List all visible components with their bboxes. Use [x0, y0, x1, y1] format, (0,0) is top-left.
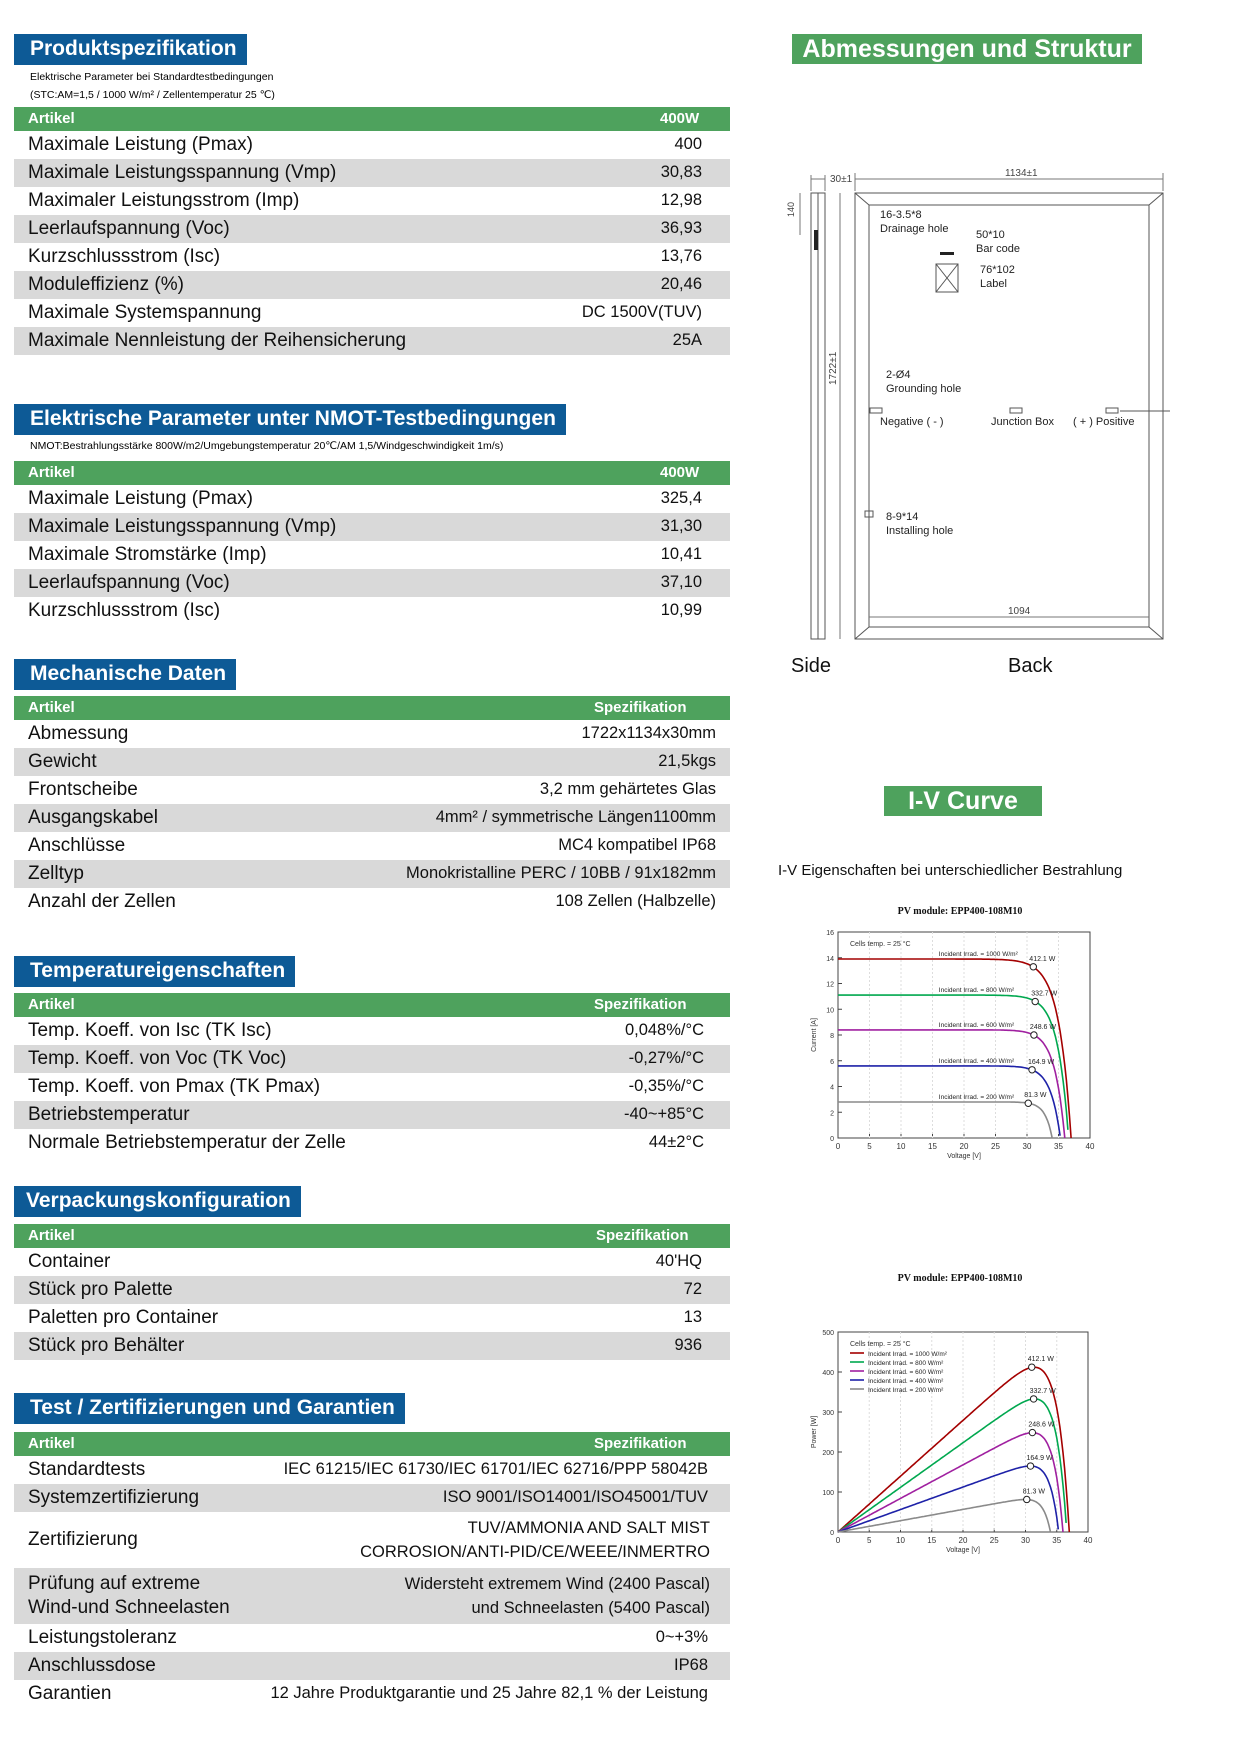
- table-row: [14, 804, 730, 832]
- x-tick-label: 35: [1052, 1536, 1062, 1545]
- row-value: 12 Jahre Produktgarantie und 25 Jahre 82,1 % der Leistung: [270, 1684, 708, 1702]
- row-label: Leerlaufspannung (Voc): [28, 572, 230, 593]
- table-row: [14, 1624, 730, 1652]
- mpp-power-label: 164.9 W: [1026, 1455, 1053, 1463]
- x-tick-label: 10: [896, 1536, 905, 1545]
- table-row: [14, 1568, 730, 1624]
- x-tick-label: 20: [959, 1142, 969, 1151]
- row-label-line: Prüfung auf extreme: [28, 1573, 201, 1594]
- mpp-power-label: 332.7 W: [1031, 990, 1058, 998]
- mechanical-table: [14, 696, 730, 916]
- row-label: Standardtests: [28, 1459, 146, 1480]
- negative-label: Negative ( - ): [880, 416, 944, 428]
- row-value: 108 Zellen (Halbzelle): [555, 892, 716, 910]
- dim-width-label: 1134±1: [1005, 168, 1038, 179]
- legend-entry: Incident Irrad. = 200 W/m²: [868, 1387, 944, 1394]
- row-label: [28, 1572, 230, 1620]
- table-row: [14, 776, 730, 804]
- dim-140-label: 140: [786, 201, 796, 217]
- row-value: 12,98: [660, 191, 702, 209]
- row-value: Monokristalline PERC / 10BB / 91x182mm: [406, 864, 716, 882]
- section-title-temperature: Temperatureigenschaften: [14, 956, 295, 987]
- row-label: Betriebstemperatur: [28, 1104, 190, 1125]
- y-tick-label: 400: [822, 1370, 834, 1377]
- x-tick-label: 40: [1083, 1536, 1093, 1545]
- back-caption: Back: [1008, 655, 1053, 677]
- table-row: [14, 159, 730, 187]
- row-value: 4mm² / symmetrische Längen1100mm: [435, 808, 716, 826]
- row-label: Maximaler Leistungsstrom (Imp): [28, 190, 300, 211]
- row-value: 325,4: [660, 489, 702, 507]
- row-label: Maximale Nennleistung der Reihensicherung: [28, 330, 407, 351]
- row-label: Kurzschlussstrom (Isc): [28, 600, 221, 621]
- row-value: 36,93: [660, 219, 702, 237]
- row-label-line: Wind-und Schneelasten: [28, 1597, 230, 1618]
- header-spezifikation: Spezifikation: [594, 996, 687, 1013]
- row-value-line: CORROSION/ANTI-PID/CE/WEEE/INMERTRO: [360, 1543, 710, 1561]
- table-row: [14, 569, 730, 597]
- table-row: [14, 1073, 730, 1101]
- legend-entry: Incident Irrad. = 400 W/m²: [868, 1378, 944, 1385]
- x-tick-label: 40: [1085, 1142, 1095, 1151]
- table-row: [14, 1101, 730, 1129]
- pv-chart-title: PV module: EPP400-108M10: [897, 1273, 1023, 1284]
- table-row: [14, 832, 730, 860]
- mpp-power-label: 332.7 W: [1029, 1387, 1056, 1395]
- mpp-power-label: 164.9 W: [1028, 1058, 1055, 1066]
- row-label: Maximale Leistung (Pmax): [28, 134, 253, 155]
- section-title-packaging: Verpackungskonfiguration: [14, 1186, 301, 1217]
- x-tick-label: 25: [989, 1536, 999, 1545]
- row-value: 40'HQ: [655, 1252, 702, 1270]
- row-value: 20,46: [660, 275, 702, 293]
- table-row: [14, 748, 730, 776]
- mpp-power-label: 81.3 W: [1022, 1488, 1045, 1496]
- drainage-hole-size: 16-3.5*8: [880, 209, 922, 221]
- module-dimension-drawing: [780, 155, 1220, 655]
- y-tick-label: 10: [826, 1007, 834, 1015]
- installing-hole-label: Installing hole: [886, 525, 954, 537]
- x-axis-label: Voltage [V]: [947, 1153, 981, 1160]
- row-value: DC 1500V(TUV): [581, 303, 702, 321]
- table-row: [14, 1456, 730, 1484]
- table-row: [14, 1680, 730, 1708]
- mpp-power-label: 248.6 W: [1029, 1024, 1057, 1031]
- mpp-point-4: [1027, 1463, 1033, 1469]
- side-caption: Side: [791, 655, 832, 677]
- row-value: 30,83: [660, 163, 702, 181]
- y-axis-label: Current [A]: [811, 1018, 818, 1052]
- row-label: Normale Betriebstemperatur der Zelle: [28, 1132, 346, 1153]
- row-label: Maximale Systemspannung: [28, 302, 262, 323]
- row-value: 10,99: [660, 601, 702, 619]
- series-label: Incident Irrad. = 1000 W/m²: [938, 951, 1018, 959]
- x-axis-label: Voltage [V]: [946, 1547, 980, 1554]
- row-label: Maximale Stromstärke (Imp): [28, 544, 267, 565]
- row-label: Abmessung: [28, 723, 129, 744]
- row-value: 936: [674, 1336, 702, 1354]
- bar-code-label: Bar code: [976, 243, 1021, 255]
- row-label: Temp. Koeff. von Isc (TK Isc): [28, 1020, 272, 1041]
- row-label: Paletten pro Container: [28, 1307, 219, 1328]
- table-row: [14, 187, 730, 215]
- plot-area: [838, 932, 1090, 1138]
- mpp-point-5: [1024, 1496, 1030, 1502]
- table-row: [14, 1332, 730, 1360]
- row-value: 13,76: [660, 247, 702, 265]
- nmot-table: [14, 461, 730, 625]
- series-label: Incident Irrad. = 600 W/m²: [938, 1021, 1015, 1029]
- row-label: Maximale Leistung (Pmax): [28, 488, 253, 509]
- y-tick-label: 0: [830, 1530, 834, 1537]
- header-spezifikation: Spezifikation: [594, 699, 687, 716]
- cells-temp-annotation: Cells temp. = 25 °C: [850, 941, 911, 948]
- legend-entry: Incident Irrad. = 1000 W/m²: [868, 1351, 947, 1358]
- certification-table: [14, 1432, 730, 1708]
- mpp-power-label: 248.6 W: [1028, 1421, 1055, 1429]
- row-label: Stück pro Behälter: [28, 1335, 185, 1356]
- x-tick-label: 0: [835, 1536, 841, 1545]
- table-row: [14, 485, 730, 513]
- table-header: [14, 107, 730, 131]
- row-value: 72: [683, 1280, 702, 1298]
- row-value: ISO 9001/ISO14001/ISO45001/TUV: [442, 1488, 708, 1506]
- dim-1094-label: 1094: [1008, 606, 1031, 617]
- table-row: [14, 513, 730, 541]
- row-label: Garantien: [28, 1683, 112, 1704]
- stc-note-1: Elektrische Parameter bei Standardtestbedingungen: [30, 71, 274, 83]
- x-tick-label: 5: [867, 1536, 872, 1545]
- y-tick-label: 100: [822, 1490, 834, 1497]
- label-size: 76*102: [980, 264, 1015, 276]
- row-label: Moduleffizienz (%): [28, 274, 184, 295]
- row-label: Systemzertifizierung: [28, 1487, 200, 1508]
- label-label: Label: [980, 278, 1007, 290]
- mpp-point-3: [1029, 1429, 1035, 1435]
- row-label: Anzahl der Zellen: [28, 891, 176, 912]
- table-header: [14, 696, 730, 720]
- y-tick-label: 6: [830, 1058, 834, 1066]
- dim-frame-label: 30±1: [830, 174, 853, 185]
- y-tick-label: 12: [826, 981, 834, 989]
- x-tick-label: 5: [867, 1142, 872, 1151]
- row-label: Maximale Leistungsspannung (Vmp): [28, 162, 337, 183]
- iv-chart-title: PV module: EPP400-108M10: [897, 906, 1023, 917]
- header-artikel: Artikel: [28, 1227, 75, 1244]
- row-label: Container: [28, 1251, 111, 1272]
- row-value: 21,5kgs: [658, 752, 716, 770]
- x-tick-label: 15: [928, 1142, 937, 1151]
- y-tick-label: 500: [822, 1330, 834, 1337]
- row-label: Stück pro Palette: [28, 1279, 173, 1300]
- row-label: Maximale Leistungsspannung (Vmp): [28, 516, 337, 537]
- y-tick-label: 14: [826, 955, 834, 963]
- row-label: Anschlüsse: [28, 835, 126, 856]
- header-artikel: Artikel: [28, 996, 75, 1013]
- y-tick-label: 300: [822, 1410, 834, 1417]
- stc-note-2: (STC:AM=1,5 / 1000 W/m² / Zellentemperatur 25 ℃): [30, 89, 275, 101]
- table-header: [14, 1224, 730, 1248]
- y-tick-label: 2: [830, 1110, 834, 1118]
- row-label: Kurzschlussstrom (Isc): [28, 246, 221, 267]
- mpp-point-3: [1031, 1032, 1037, 1038]
- mpp-point-5: [1025, 1100, 1031, 1106]
- section-title-iv-curve: I-V Curve: [884, 786, 1042, 816]
- table-row: [14, 243, 730, 271]
- table-header: [14, 461, 730, 485]
- y-axis-label: Power [W]: [811, 1415, 818, 1449]
- row-value: -0,35%/°C: [628, 1077, 704, 1095]
- row-value: -40~+85°C: [624, 1105, 704, 1123]
- grounding-hole-label: Grounding hole: [886, 383, 962, 395]
- header-artikel: Artikel: [28, 699, 75, 716]
- row-value: 10,41: [660, 545, 702, 563]
- row-value: [360, 1516, 710, 1564]
- x-tick-label: 20: [958, 1536, 968, 1545]
- installing-hole-size: 8-9*14: [886, 511, 919, 523]
- mpp-power-label: 412.1 W: [1029, 955, 1056, 963]
- series-label: Incident Irrad. = 800 W/m²: [938, 987, 1015, 995]
- table-row: [14, 327, 730, 355]
- drainage-hole-label: Drainage hole: [880, 223, 949, 235]
- mpp-point-1: [1030, 964, 1036, 970]
- y-tick-label: 16: [826, 930, 834, 937]
- row-value: 3,2 mm gehärtetes Glas: [539, 780, 716, 798]
- row-label: Frontscheibe: [28, 779, 138, 800]
- table-row: [14, 1512, 730, 1568]
- pv-chart: [800, 1322, 1200, 1592]
- mpp-power-label: 412.1 W: [1027, 1356, 1054, 1364]
- iv-chart: [800, 926, 1200, 1186]
- table-row: [14, 131, 730, 159]
- row-label: Zelltyp: [28, 863, 84, 884]
- y-tick-label: 4: [830, 1084, 834, 1092]
- header-400w: 400W: [660, 464, 700, 481]
- row-value: 0,048%/°C: [624, 1021, 704, 1039]
- nmot-note: NMOT:Bestrahlungsstärke 800W/m2/Umgebungstemperatur 20℃/AM 1,5/Windgeschwindigkeit 1m/s): [30, 440, 504, 452]
- row-value: IP68: [674, 1656, 708, 1674]
- mpp-power-label: 81.3 W: [1024, 1092, 1047, 1100]
- table-row: [14, 299, 730, 327]
- section-title-nmot: Elektrische Parameter unter NMOT-Testbedingungen: [14, 404, 566, 435]
- row-label: Temp. Koeff. von Voc (TK Voc): [28, 1048, 287, 1069]
- table-header: [14, 993, 730, 1017]
- mpp-point-4: [1029, 1067, 1035, 1073]
- row-value: 25A: [672, 331, 702, 349]
- table-row: [14, 1248, 730, 1276]
- x-tick-label: 25: [991, 1142, 1000, 1151]
- table-row: [14, 1017, 730, 1045]
- side-view: [800, 175, 825, 639]
- mpp-point-1: [1029, 1364, 1035, 1370]
- temperature-table: [14, 993, 730, 1157]
- junction-box-label: Junction Box: [991, 416, 1054, 428]
- row-value: 31,30: [660, 517, 702, 535]
- legend-entry: Incident Irrad. = 600 W/m²: [868, 1369, 944, 1376]
- packaging-table: [14, 1224, 730, 1360]
- header-artikel: Artikel: [28, 464, 75, 481]
- section-title-dimensions: Abmessungen und Struktur: [792, 34, 1142, 64]
- section-title-certifications: Test / Zertifizierungen und Garantien: [14, 1393, 405, 1424]
- table-row: [14, 1652, 730, 1680]
- table-row: [14, 1484, 730, 1512]
- table-row: [14, 860, 730, 888]
- row-value: [405, 1572, 710, 1620]
- table-row: [14, 1129, 730, 1157]
- y-tick-label: 200: [822, 1450, 834, 1457]
- row-value: MC4 kompatibel IP68: [558, 836, 716, 854]
- row-value: 1722x1134x30mm: [581, 724, 716, 742]
- section-title-mechanical: Mechanische Daten: [14, 659, 236, 690]
- header-400w: 400W: [660, 110, 700, 127]
- row-value: 0~+3%: [655, 1628, 708, 1646]
- row-value: 37,10: [660, 573, 702, 591]
- row-label: Leistungstoleranz: [28, 1627, 177, 1648]
- header-spezifikation: Spezifikation: [594, 1435, 687, 1452]
- row-value: -0,27%/°C: [628, 1049, 704, 1067]
- dim-height-label: 1722±1: [828, 351, 839, 385]
- row-value: 13: [683, 1308, 702, 1326]
- table-row: [14, 720, 730, 748]
- mpp-point-2: [1030, 1396, 1036, 1402]
- x-tick-label: 10: [896, 1142, 906, 1151]
- table-header: [14, 1432, 730, 1456]
- table-row: [14, 215, 730, 243]
- x-tick-label: 30: [1021, 1536, 1030, 1545]
- x-tick-label: 15: [927, 1536, 937, 1545]
- row-value: 44±2°C: [648, 1133, 704, 1151]
- x-tick-label: 35: [1054, 1142, 1063, 1151]
- y-tick-label: 8: [830, 1033, 834, 1040]
- series-label: Incident Irrad. = 200 W/m²: [938, 1093, 1015, 1101]
- mpp-point-2: [1032, 998, 1038, 1004]
- row-label: Ausgangskabel: [28, 807, 158, 828]
- row-label: Zertifizierung: [28, 1529, 138, 1550]
- section-title-product-spec: Produktspezifikation: [14, 34, 247, 65]
- header-artikel: Artikel: [28, 110, 75, 127]
- row-value-line: Widersteht extremem Wind (2400 Pascal): [404, 1575, 710, 1593]
- header-spezifikation: Spezifikation: [596, 1227, 689, 1244]
- product-spec-table: [14, 107, 730, 355]
- row-value: IEC 61215/IEC 61730/IEC 61701/IEC 62716/PPP 58042B: [283, 1460, 708, 1478]
- header-artikel: Artikel: [28, 1435, 75, 1452]
- row-label: Anschlussdose: [28, 1655, 156, 1676]
- grounding-hole-size: 2-Ø4: [886, 369, 911, 381]
- x-tick-label: 30: [1022, 1142, 1032, 1151]
- row-value-line: TUV/AMMONIA AND SALT MIST: [467, 1519, 710, 1537]
- cells-temp-annotation: Cells temp. = 25 °C: [850, 1341, 911, 1348]
- series-label: Incident Irrad. = 400 W/m²: [938, 1057, 1015, 1065]
- table-row: [14, 541, 730, 569]
- row-value: 400: [674, 135, 702, 153]
- row-value-line: und Schneelasten (5400 Pascal): [471, 1599, 710, 1617]
- row-label: Temp. Koeff. von Pmax (TK Pmax): [28, 1076, 321, 1097]
- legend-entry: Incident Irrad. = 800 W/m²: [868, 1360, 944, 1367]
- row-label: Leerlaufspannung (Voc): [28, 218, 230, 239]
- y-tick-label: 0: [830, 1136, 834, 1143]
- row-label: Gewicht: [28, 751, 97, 772]
- table-row: [14, 597, 730, 625]
- bar-code-size: 50*10: [976, 229, 1005, 241]
- table-row: [14, 1304, 730, 1332]
- positive-label: ( + ) Positive: [1073, 416, 1135, 428]
- table-row: [14, 1045, 730, 1073]
- x-tick-label: 0: [835, 1142, 841, 1151]
- iv-subtitle: I-V Eigenschaften bei unterschiedlicher Bestrahlung: [778, 862, 1123, 879]
- table-row: [14, 271, 730, 299]
